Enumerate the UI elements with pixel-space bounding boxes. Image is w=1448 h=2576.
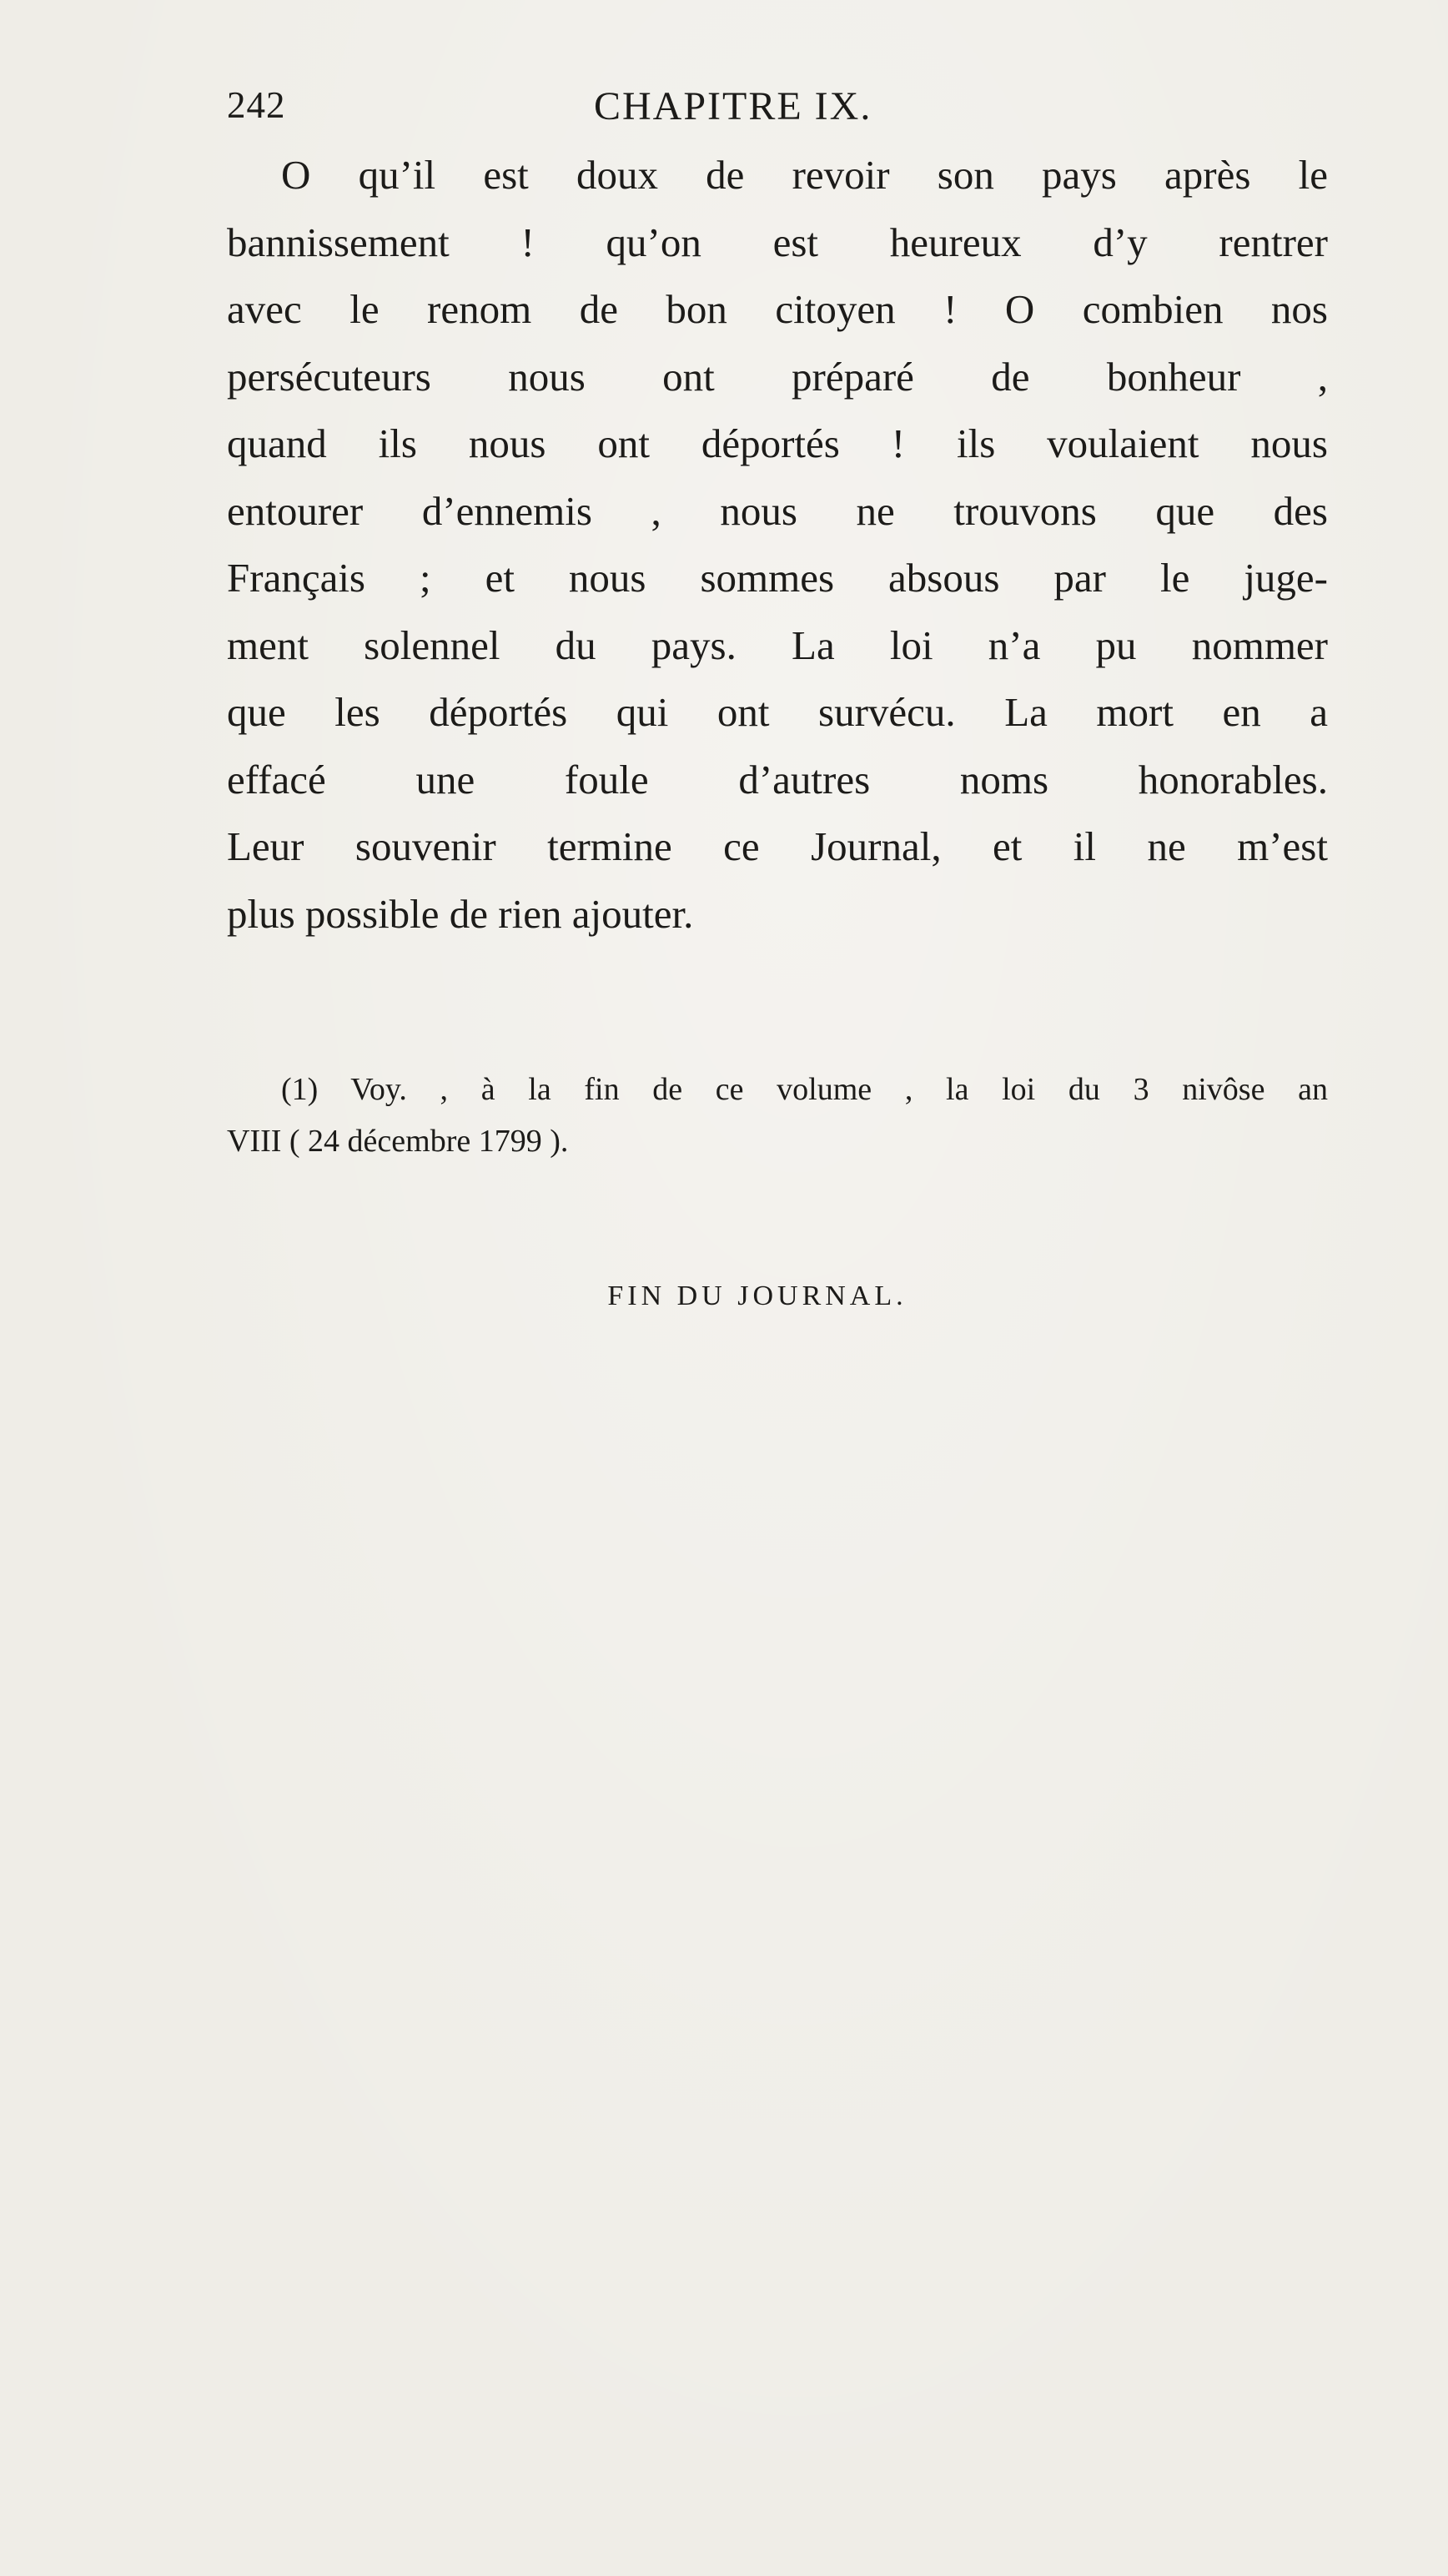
body-paragraph xyxy=(227,142,1328,948)
end-colophon: FIN DU JOURNAL. xyxy=(607,1280,908,1311)
body-line: Français ; et nous sommes absous par le juge- xyxy=(227,555,1328,601)
footnote-line: (1) Voy. , à la fin de ce volume , la loi du 3 nivôse an xyxy=(281,1072,1328,1107)
chapter-title: CHAPITRE IX. xyxy=(594,84,872,128)
body-line: ment solennel du pays. La loi n’a pu nommer xyxy=(227,621,1328,668)
body-line: persécuteurs nous ont préparé de bonheur , xyxy=(227,353,1328,400)
running-header xyxy=(227,83,1311,142)
body-line: Leur souvenir termine ce Journal, et il ne m’est xyxy=(227,823,1328,869)
body-line: O qu’il est doux de revoir son pays après le xyxy=(281,152,1328,198)
footnote xyxy=(227,1064,1328,1167)
footnote-line: VIII ( 24 décembre 1799 ). xyxy=(227,1124,569,1159)
body-line: avec le renom de bon citoyen ! O combien nos xyxy=(227,286,1328,332)
body-line: bannissement ! qu’on est heureux d’y rentrer xyxy=(227,219,1328,265)
body-line: entourer d’ennemis , nous ne trouvons que des xyxy=(227,487,1328,534)
body-line: plus possible de rien ajouter. xyxy=(227,890,694,937)
body-line: que les déportés qui ont survécu. La mort en a xyxy=(227,689,1328,735)
page-number: 242 xyxy=(227,84,286,126)
body-line: effacé une foule d’autres noms honorables. xyxy=(227,756,1328,802)
body-line: quand ils nous ont déportés ! ils voulaient nous xyxy=(227,420,1328,466)
